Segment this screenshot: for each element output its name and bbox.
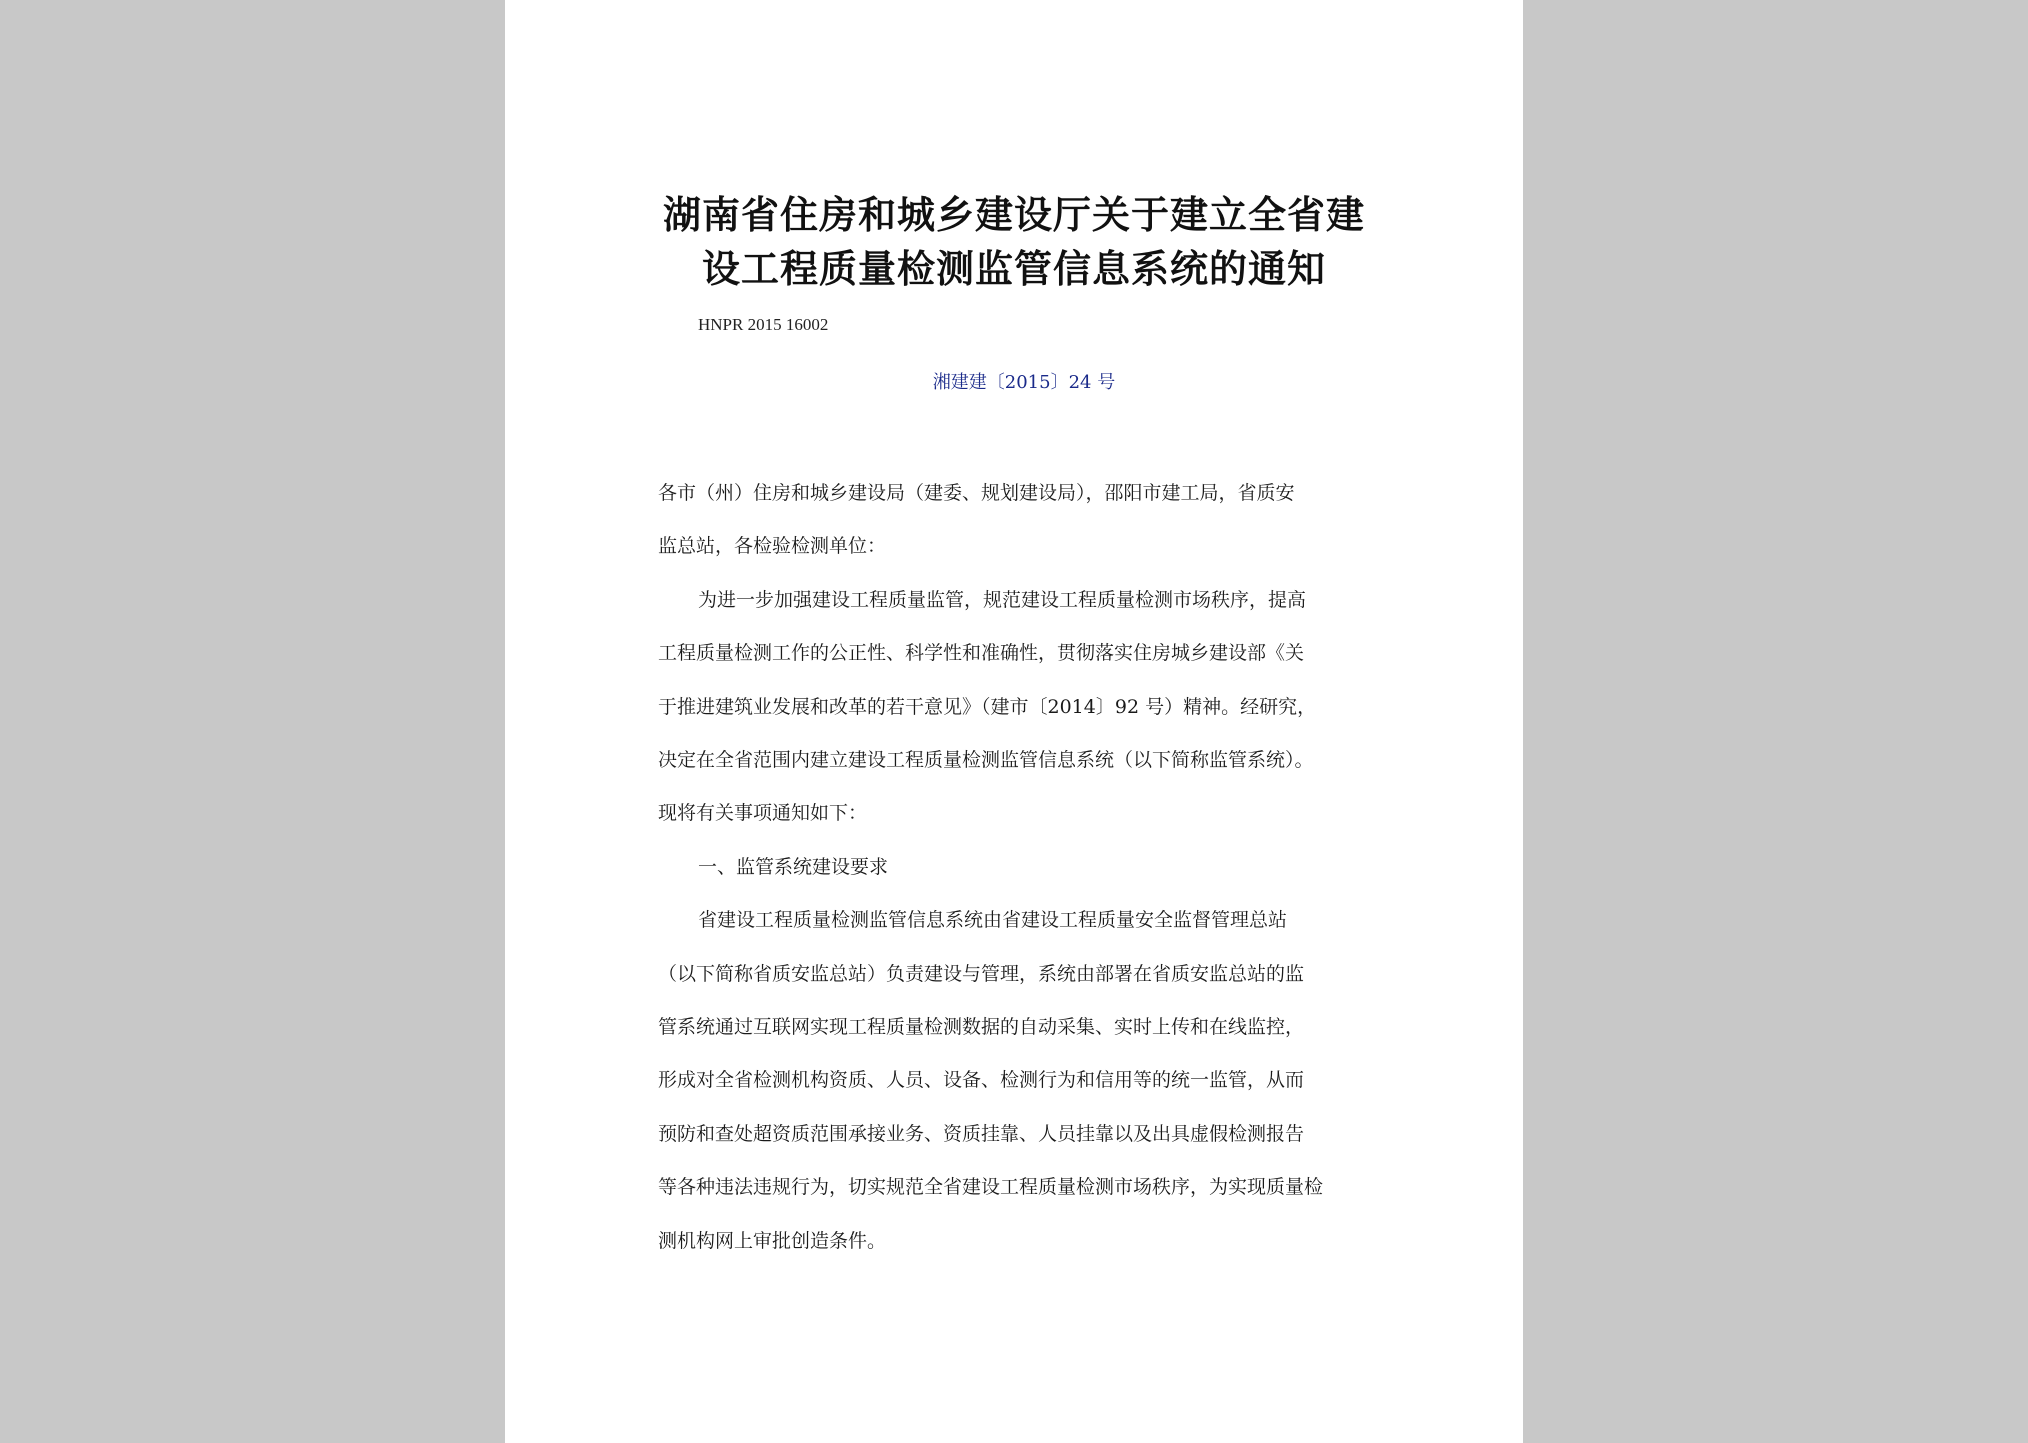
body-line: 形成对全省检测机构资质、人员、设备、检测行为和信用等的统一监管，从而: [658, 1069, 1305, 1092]
document-number: 湘建建〔2015〕24 号: [932, 372, 1116, 393]
body-line: 测机构网上审批创造条件。: [658, 1229, 887, 1252]
document-page: [505, 0, 1523, 1443]
body-line: 监总站，各检验检测单位：: [658, 535, 887, 558]
title-line-1: 湖南省住房和城乡建设厅关于建立全省建: [662, 192, 1365, 237]
body-line: 省建设工程质量检测监管信息系统由省建设工程质量安全监督管理总站: [698, 909, 1288, 932]
body-line: 管系统通过互联网实现工程质量检测数据的自动采集、实时上传和在线监控，: [658, 1016, 1305, 1039]
body-line: 决定在全省范围内建立建设工程质量检测监管信息系统（以下简称监管系统）。: [658, 749, 1314, 772]
document-title: [505, 188, 1523, 296]
body-line: 预防和查处超资质范围承接业务、资质挂靠、人员挂靠以及出具虚假检测报告: [658, 1122, 1305, 1145]
body-line: 为进一步加强建设工程质量监管，规范建设工程质量检测市场秩序，提高: [698, 588, 1307, 611]
title-line-2: 设工程质量检测监管信息系统的通知: [701, 246, 1326, 291]
body-line: 各市（州）住房和城乡建设局（建委、规划建设局），邵阳市建工局，省质安: [658, 482, 1295, 504]
body-line: （以下简称省质安监总站）负责建设与管理，系统由部署在省质安监总站的监: [658, 962, 1305, 985]
body-line: 工程质量检测工作的公正性、科学性和准确性，贯彻落实住房城乡建设部《关: [658, 642, 1305, 665]
body-line: 于推进建筑业发展和改革的若干意见》（建市〔2014〕92 号）精神。经研究，: [658, 695, 1317, 718]
body-line: 现将有关事项通知如下：: [658, 802, 868, 825]
document-body: [658, 467, 1398, 1268]
document-code: HNPR 2015 16002: [698, 315, 829, 334]
section-heading: 一、监管系统建设要求: [698, 855, 889, 878]
body-line: 等各种违法违规行为，切实规范全省建设工程质量检测市场秩序，为实现质量检: [658, 1176, 1324, 1199]
